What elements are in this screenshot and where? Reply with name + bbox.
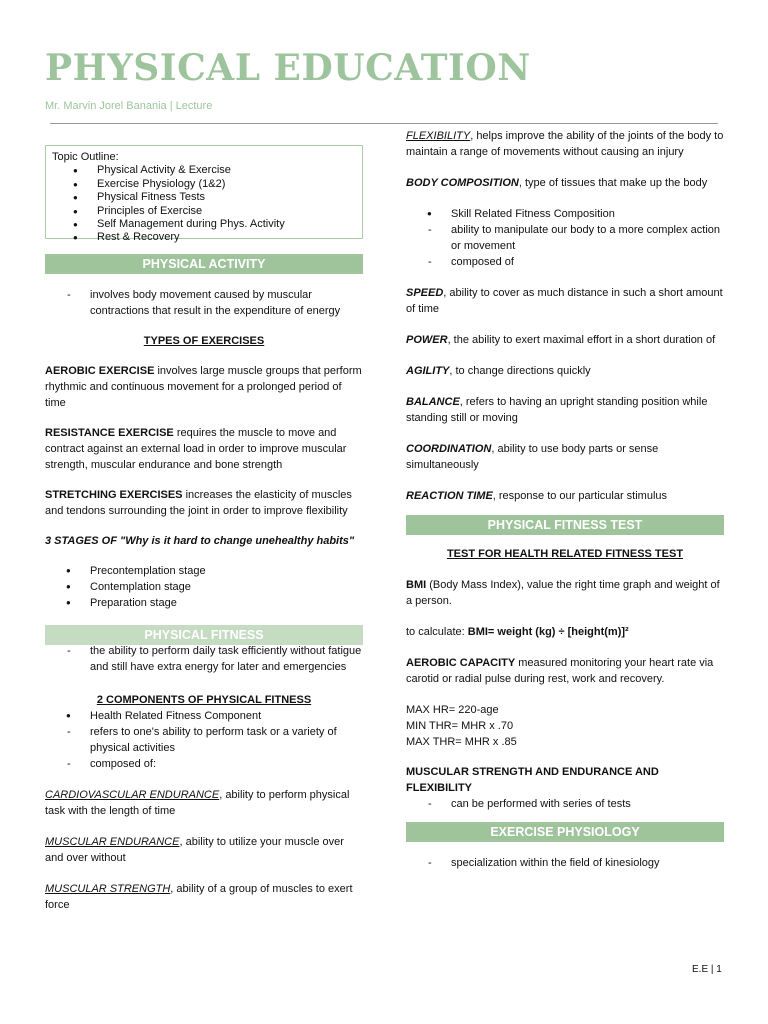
- bmi-formula: BMI= weight (kg) ÷ [height(m)]²: [467, 626, 629, 638]
- outline-item: ● Exercise Physiology (1&2): [52, 178, 356, 191]
- msef-text: - can be performed with series of tests: [406, 796, 724, 812]
- topic-outline-list: [52, 164, 356, 244]
- body-composition-text: , type of tissues that make up the body: [518, 177, 708, 189]
- outline-item: ● Physical Fitness Tests: [52, 191, 356, 204]
- resistance-exercise-text: requires the muscle to move and contract against an external load in order to improve muscular strength, muscular endurance and bone strength: [45, 427, 347, 471]
- right-column: [406, 128, 724, 871]
- exercise-physiology-definition: - specialization within the field of kinesiology: [406, 855, 724, 871]
- agility-term: AGILITY: [406, 365, 450, 377]
- physical-fitness-heading: PHYSICAL FITNESS: [45, 625, 363, 645]
- bmi-formula-line: [406, 624, 724, 640]
- outline-item: ● Physical Activity & Exercise: [52, 164, 356, 177]
- types-of-exercises-heading: TYPES OF EXERCISES: [143, 335, 265, 347]
- header-divider: [50, 123, 718, 124]
- aerobic-exercise-paragraph: [45, 363, 363, 411]
- page-footer: E.E | 1: [692, 964, 722, 975]
- physical-fitness-test-heading: PHYSICAL FITNESS TEST: [406, 515, 724, 535]
- max-thr: MAX THR= MHR x .85: [406, 736, 517, 748]
- power-text: , the ability to exert maximal effort in a short duration of: [447, 334, 716, 346]
- physical-activity-definition: - involves body movement caused by muscular contractions that result in the expenditure of energy: [45, 287, 363, 319]
- cardiovascular-text: , ability to perform physical task with the length of time: [45, 789, 350, 817]
- agility-text: , to change directions quickly: [449, 365, 591, 377]
- aerobic-capacity-text: measured monitoring your heart rate via carotid or radial pulse during rest, work and recovery.: [406, 657, 714, 685]
- physical-activity-heading: PHYSICAL ACTIVITY: [45, 254, 363, 274]
- speed-term: SPEED: [406, 287, 444, 299]
- bmi-text: (Body Mass Index), value the right time graph and weight of a person.: [406, 579, 720, 607]
- resistance-exercise-term: RESISTANCE EXERCISE: [45, 427, 174, 439]
- agility-paragraph: [406, 363, 724, 379]
- muscular-endurance-paragraph: [45, 834, 363, 866]
- stage-item: ● Precontemplation stage: [45, 563, 363, 579]
- skill-composed-of: - composed of: [406, 254, 724, 270]
- physical-fitness-definition: - the ability to perform daily task efficiently without fatigue and still have extra energy for later and emergencies: [45, 643, 363, 675]
- reaction-time-text: , response to our particular stimulus: [492, 490, 668, 502]
- bmi-term: BMI: [406, 579, 427, 591]
- bmi-formula-prefix: to calculate:: [406, 626, 468, 638]
- cardiovascular-paragraph: [45, 787, 363, 819]
- cardiovascular-term: CARDIOVASCULAR ENDURANCE: [45, 789, 220, 801]
- balance-paragraph: [406, 394, 724, 426]
- speed-text: , ability to cover as much distance in such a short amount of time: [406, 287, 723, 315]
- skill-component-desc: - ability to manipulate our body to a more complex action or movement: [406, 222, 724, 254]
- flexibility-paragraph: [406, 128, 724, 160]
- speed-paragraph: [406, 285, 724, 317]
- reaction-time-term: REACTION TIME: [406, 490, 493, 502]
- body-composition-paragraph: [406, 175, 724, 191]
- health-component-desc: - refers to one's ability to perform task or a variety of physical activities: [45, 724, 363, 756]
- topic-outline-label: Topic Outline:: [52, 151, 119, 163]
- outline-item: ● Self Management during Phys. Activity: [52, 218, 356, 231]
- aerobic-capacity-term: AEROBIC CAPACITY: [406, 657, 516, 669]
- outline-item: ● Rest & Recovery: [52, 231, 356, 244]
- skill-component-item: ● Skill Related Fitness Composition: [406, 206, 724, 222]
- stage-item: ● Contemplation stage: [45, 579, 363, 595]
- balance-text: , refers to having an upright standing position while standing still or moving: [406, 396, 708, 424]
- stage-item: ● Preparation stage: [45, 595, 363, 611]
- skill-related-list: [406, 206, 724, 270]
- stretching-exercise-term: STRETCHING EXERCISES: [45, 489, 183, 501]
- aerobic-exercise-term: AEROBIC EXERCISE: [45, 365, 155, 377]
- coordination-term: COORDINATION: [406, 443, 492, 455]
- msef-heading: MUSCULAR STRENGTH AND ENDURANCE AND FLEXIBILITY: [406, 766, 659, 794]
- left-column: [45, 128, 363, 913]
- bmi-paragraph: [406, 577, 724, 609]
- flexibility-term: FLEXIBILITY: [406, 130, 471, 142]
- stages-list: [45, 563, 363, 611]
- health-composed-of: - composed of:: [45, 756, 363, 772]
- heart-rate-formulas: [406, 702, 724, 750]
- exercise-physiology-heading: EXERCISE PHYSIOLOGY: [406, 822, 724, 842]
- health-component-item: ● Health Related Fitness Component: [45, 708, 363, 724]
- components-heading: 2 COMPONENTS OF PHYSICAL FITNESS: [96, 694, 312, 706]
- power-term: POWER: [406, 334, 448, 346]
- max-hr: MAX HR= 220-age: [406, 704, 499, 716]
- muscular-strength-term: MUSCULAR STRENGTH: [45, 883, 171, 895]
- outline-item: ● Principles of Exercise: [52, 205, 356, 218]
- flexibility-text: , helps improve the ability of the joints of the body to maintain a range of movements without causing an injury: [406, 130, 724, 158]
- stretching-exercise-text: increases the elasticity of muscles and tendons surrounding the joint in order to improve flexibility: [45, 489, 352, 517]
- muscular-strength-paragraph: [45, 881, 363, 913]
- muscular-strength-text: , ability of a group of muscles to exert force: [45, 883, 353, 911]
- coordination-text: , ability to use body parts or sense simultaneously: [406, 443, 659, 471]
- body-composition-term: BODY COMPOSITION: [406, 177, 519, 189]
- coordination-paragraph: [406, 441, 724, 473]
- muscular-endurance-text: , ability to utilize your muscle over and over without: [45, 836, 344, 864]
- page-subtitle: Mr. Marvin Jorel Banania | Lecture: [45, 100, 213, 112]
- power-paragraph: [406, 332, 724, 348]
- balance-term: BALANCE: [406, 396, 460, 408]
- min-thr: MIN THR= MHR x .70: [406, 720, 514, 732]
- stretching-exercise-paragraph: [45, 487, 363, 519]
- topic-outline-box: [45, 145, 363, 244]
- health-fitness-test-heading: TEST FOR HEALTH RELATED FITNESS TEST: [446, 548, 684, 560]
- muscular-endurance-term: MUSCULAR ENDURANCE: [45, 836, 180, 848]
- page-title: PHYSICAL EDUCATION: [45, 47, 531, 89]
- resistance-exercise-paragraph: [45, 425, 363, 473]
- aerobic-capacity-paragraph: [406, 655, 724, 687]
- aerobic-exercise-text: involves large muscle groups that perform rhythmic and continuous movement for a prolonged period of time: [45, 365, 362, 409]
- stages-heading: 3 STAGES OF "Why is it hard to change unehealthy habits": [45, 535, 355, 547]
- reaction-time-paragraph: [406, 488, 724, 504]
